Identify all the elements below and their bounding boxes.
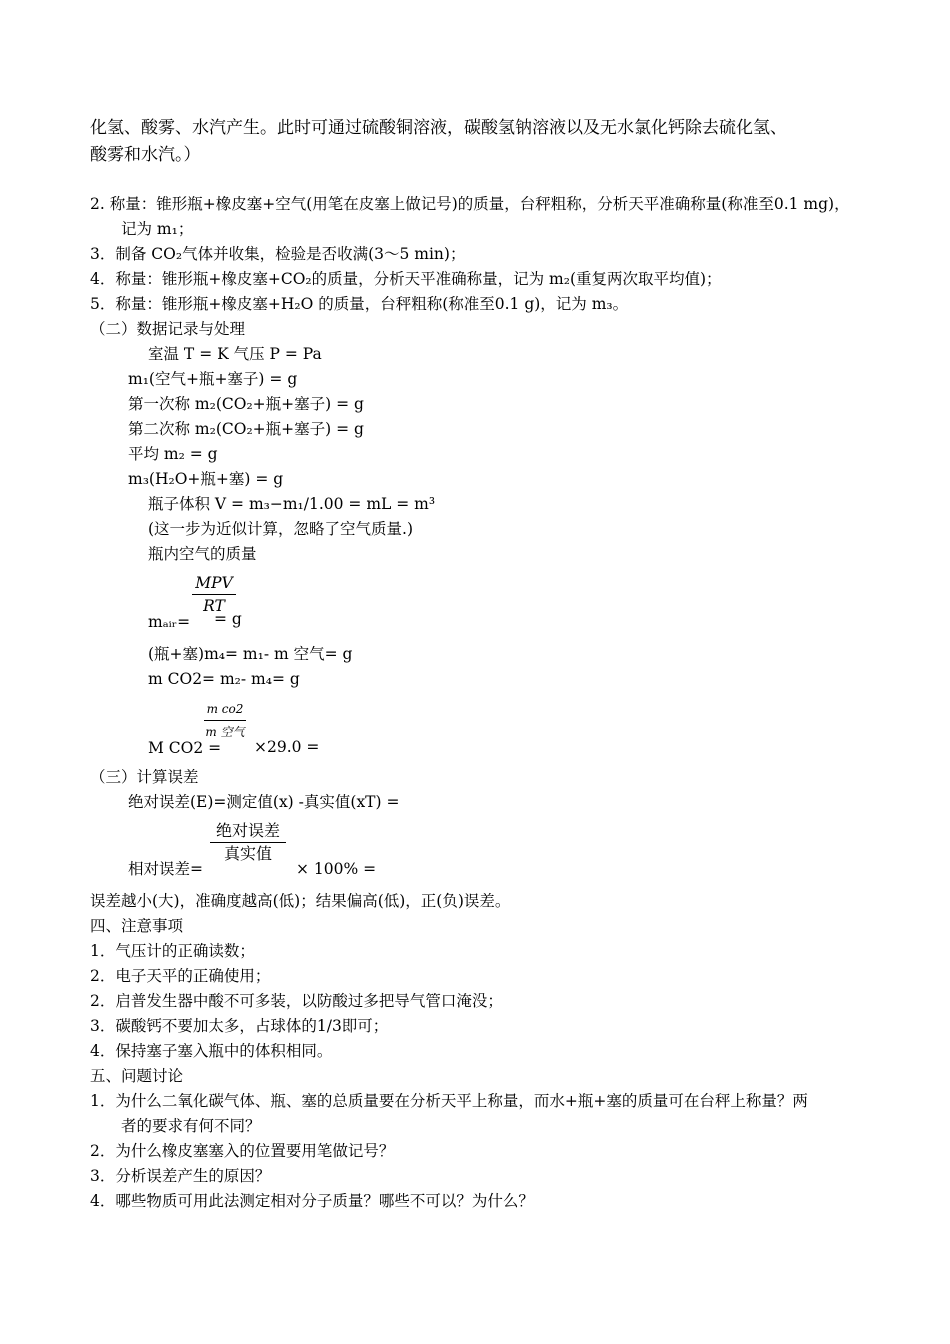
mco2-numerator: m co2	[206, 702, 244, 716]
mair-label: mₐᵢᵣ=	[148, 613, 191, 631]
question-1-line-2: 者的要求有何不同？	[121, 1117, 261, 1135]
m4-record: (瓶+塞)m₄= m₁- m 空气= g	[148, 645, 353, 663]
step-5: 5．称量：锥形瓶+橡皮塞+H₂O 的质量，台秤粗称(称准至0.1 g)，记为 m₃。	[90, 295, 629, 313]
relative-error-equals: × 100% =	[296, 860, 377, 878]
step-3: 3．制备 CO₂气体并收集，检验是否收满(3～5 min)；	[90, 245, 466, 263]
m3-record: m₃(H₂O+瓶+塞) = g	[128, 470, 284, 488]
question-4: 4．哪些物质可用此法测定相对分子质量？哪些不可以？为什么？	[90, 1192, 534, 1210]
first-weighing: 第一次称 m₂(CO₂+瓶+塞子) = g	[128, 395, 364, 413]
mair-numerator: MPV	[195, 574, 233, 592]
precaution-item: 4．保持塞子塞入瓶中的体积相同。	[90, 1042, 333, 1060]
mco2-denominator: m 空气	[205, 725, 245, 739]
step-2-line-1: 2. 称量：锥形瓶+橡皮塞+空气(用笔在皮塞上做记号)的质量，台秤粗称，分析天平准确称量(称准至0.1 mg)，	[90, 195, 850, 213]
precaution-item: 3．碳酸钙不要加太多，占球体的1/3即可；	[90, 1017, 389, 1035]
average-m2: 平均 m₂ = g	[128, 445, 218, 463]
relative-error-numerator: 绝对误差	[215, 821, 280, 840]
relative-error-denominator: 真实值	[223, 844, 272, 863]
bottle-volume: 瓶子体积 V = m₃−m₁/1.00 = mL = m³	[148, 495, 436, 513]
molar-mass-label: M CO2 =	[148, 739, 222, 757]
mair-equals: = g	[214, 610, 242, 628]
section-4-title: 四、注意事项	[90, 917, 184, 935]
room-conditions: 室温 T = K 气压 P = Pa	[148, 345, 322, 363]
intro-line-1: 化氢、酸雾、水汽产生。此时可通过硫酸铜溶液，碳酸氢钠溶液以及无水氯化钙除去硫化氢、	[90, 118, 787, 138]
approximation-note: (这一步为近似计算，忽略了空气质量.)	[148, 520, 414, 538]
mco2-record: m CO2= m₂- m₄= g	[148, 670, 300, 688]
question-2: 2．为什么橡皮塞塞入的位置要用笔做记号？	[90, 1142, 395, 1160]
relative-error-fraction	[210, 822, 286, 863]
mair-denominator: RT	[203, 597, 225, 615]
second-weighing: 第二次称 m₂(CO₂+瓶+塞子) = g	[128, 420, 364, 438]
absolute-error: 绝对误差(E)=测定值(x) -真实值(xT) =	[128, 793, 400, 811]
section-5-title: 五、问题讨论	[90, 1067, 184, 1085]
relative-error-label: 相对误差=	[128, 860, 203, 878]
air-mass-heading: 瓶内空气的质量	[148, 545, 257, 563]
section-3-title: （三）计算误差	[90, 768, 199, 786]
molar-mass-equals: ×29.0 =	[254, 738, 320, 756]
mco2-fraction	[204, 700, 246, 741]
step-2-line-2: 记为 m₁；	[121, 220, 194, 238]
precaution-item: 2．启普发生器中酸不可多装，以防酸过多把导气管口淹没；	[90, 992, 503, 1010]
m1-record: m₁(空气+瓶+塞子) = g	[128, 370, 298, 388]
precaution-item: 2．电子天平的正确使用；	[90, 967, 271, 985]
error-note: 误差越小(大)，准确度越高(低)；结果偏高(低)，正(负)误差。	[90, 892, 511, 910]
step-4: 4．称量：锥形瓶+橡皮塞+CO₂的质量，分析天平准确称量，记为 m₂(重复两次取平均值)；	[90, 270, 722, 288]
precaution-item: 1．气压计的正确读数；	[90, 942, 255, 960]
question-1-line-1: 1．为什么二氧化碳气体、瓶、塞的总质量要在分析天平上称量，而水+瓶+塞的质量可在台秤上称量？两	[90, 1092, 808, 1110]
question-3: 3．分析误差产生的原因？	[90, 1167, 271, 1185]
section-2-title: （二）数据记录与处理	[90, 320, 246, 338]
intro-line-2: 酸雾和水汽。）	[90, 145, 201, 165]
